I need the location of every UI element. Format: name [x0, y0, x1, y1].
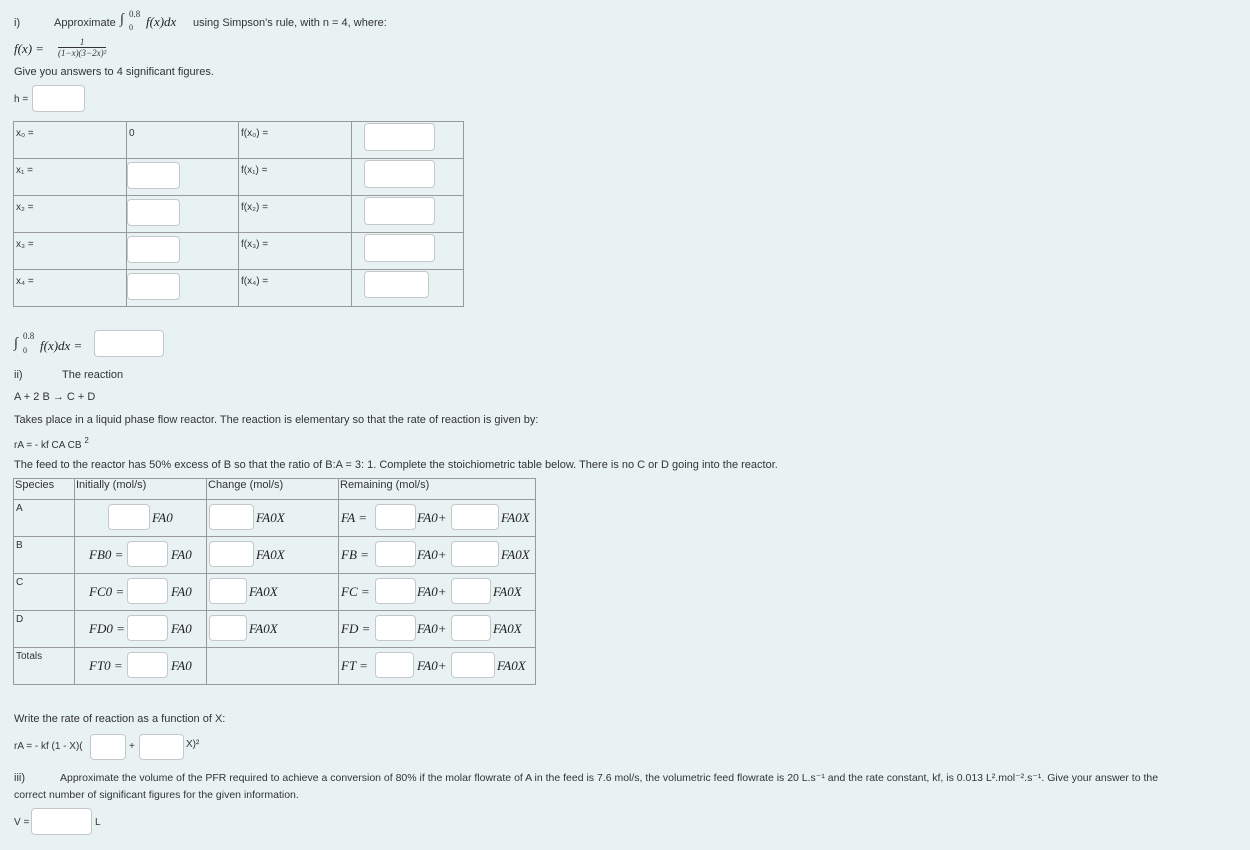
fa0-plus: FA0+ — [417, 547, 447, 562]
a-change-input[interactable] — [209, 504, 254, 530]
header-species: Species — [15, 479, 55, 491]
volume-input[interactable] — [31, 808, 92, 835]
rate-expr-plus: + — [129, 741, 135, 752]
part2-title: The reaction — [62, 369, 124, 381]
init-prefix: FT0 = — [89, 658, 123, 673]
a-remaining-input-1[interactable] — [375, 504, 416, 530]
fa0x-term: FA0X — [256, 510, 285, 525]
f-label: f(x₃) = — [241, 239, 269, 250]
c-change-input[interactable] — [209, 578, 247, 604]
table-row — [14, 537, 536, 574]
species-name: D — [16, 614, 24, 625]
rate-input-1[interactable] — [90, 734, 126, 760]
part3-text-2: correct number of significant figures for the given information. — [14, 789, 299, 801]
reaction-description: Takes place in a liquid phase flow reactor. The reaction is elementary so that the rate of reaction is given by: — [14, 414, 539, 426]
c-initial-input[interactable] — [127, 578, 168, 604]
table-row — [14, 159, 464, 196]
rate-expr-start: rA = - kf (1 - X)( — [14, 741, 83, 752]
c-remaining-input-1[interactable] — [375, 578, 416, 604]
header-initially: Initially (mol/s) — [76, 479, 147, 491]
fa0x-term: FA0X — [256, 547, 285, 562]
stoichiometric-table — [13, 478, 536, 685]
totals-remaining-input-1[interactable] — [375, 652, 414, 678]
x-label: x₀ = — [16, 128, 34, 139]
result-integral-upper: 0.8 — [23, 331, 35, 341]
c-remaining-input-2[interactable] — [451, 578, 491, 604]
volume-unit: L — [95, 817, 101, 828]
function-numerator: 1 — [58, 37, 106, 48]
f-label: f(x₄) = — [241, 276, 269, 287]
result-integral-lower: 0 — [23, 346, 27, 355]
table-row — [14, 233, 464, 270]
init-prefix: FB0 = — [89, 547, 124, 562]
fa0-term: FA0 — [152, 510, 173, 525]
fa0-plus: FA0+ — [417, 510, 447, 525]
part3-label: iii) — [14, 772, 25, 784]
table-header-row — [14, 479, 536, 500]
table-row — [14, 500, 536, 537]
result-integral-sign: ∫ — [14, 336, 18, 351]
part3-text: Approximate the volume of the PFR required to achieve a conversion of 80% if the molar flowrate of A in the feed is 7.6 mol/s, the volumetric feed flowrate is 20 L.s⁻¹ and the rate constant, kf, is 0.013 L².mol⁻².s⁻¹. Give your answer to the — [60, 772, 1159, 784]
fa0x-term: FA0X — [249, 621, 278, 636]
fx1-input[interactable] — [364, 160, 435, 188]
table-row — [14, 574, 536, 611]
remaining-prefix: FC = — [341, 584, 370, 599]
rate-expr-end: X)² — [186, 739, 200, 750]
function-lhs: f(x) = — [14, 41, 45, 56]
fa0-term: FA0 — [171, 658, 192, 673]
x3-input[interactable] — [127, 236, 180, 263]
simpson-table — [13, 121, 464, 307]
fa0x-term: FA0X — [249, 584, 278, 599]
header-remaining: Remaining (mol/s) — [340, 479, 430, 491]
init-prefix: FC0 = — [89, 584, 125, 599]
function-fraction — [58, 37, 106, 58]
integral-lower: 0 — [129, 23, 133, 32]
remaining-prefix: FT = — [341, 658, 368, 673]
rate-input-2[interactable] — [139, 734, 184, 760]
x0-value: 0 — [129, 128, 135, 139]
totals-remaining-input-2[interactable] — [451, 652, 495, 678]
table-row — [14, 196, 464, 233]
part2-label: ii) — [14, 369, 23, 381]
b-remaining-input-2[interactable] — [451, 541, 499, 567]
fa0-plus: FA0+ — [417, 658, 447, 673]
feed-text: The feed to the reactor has 50% excess of B so that the ratio of B:A = 3: 1. Complete the stoichiometric table below. There is no C or D going into the reactor. — [14, 459, 778, 471]
fx2-input[interactable] — [364, 197, 435, 225]
v-label: V = — [14, 817, 30, 828]
function-denominator: (1−x)(3−2x)² — [58, 48, 107, 58]
table-row — [14, 270, 464, 307]
fa0x-term: FA0X — [501, 510, 530, 525]
species-name: B — [16, 540, 23, 551]
header-change: Change (mol/s) — [208, 479, 284, 491]
fa0x-term: FA0X — [497, 658, 526, 673]
integral-sign: ∫ — [120, 12, 124, 27]
b-initial-input[interactable] — [127, 541, 168, 567]
fa0x-term: FA0X — [493, 584, 522, 599]
fa0x-term: FA0X — [501, 547, 530, 562]
table-row — [14, 648, 536, 685]
integrand: f(x)dx — [146, 14, 177, 29]
a-remaining-input-2[interactable] — [451, 504, 499, 530]
species-name: A — [16, 503, 23, 514]
fa0-term: FA0 — [171, 547, 192, 562]
b-remaining-input-1[interactable] — [375, 541, 416, 567]
species-name: Totals — [16, 651, 43, 662]
result-label: f(x)dx = — [40, 338, 83, 353]
fx4-input[interactable] — [364, 271, 429, 298]
f-label: f(x₀) = — [241, 128, 269, 139]
fa0-plus: FA0+ — [417, 621, 447, 636]
init-prefix: FD0 = — [89, 621, 125, 636]
x-label: x₁ = — [16, 165, 33, 176]
totals-initial-input[interactable] — [127, 652, 168, 678]
x-label: x₄ = — [16, 276, 34, 287]
d-change-input[interactable] — [209, 615, 247, 641]
a-initial-input[interactable] — [108, 504, 150, 530]
integral-result-input[interactable] — [94, 330, 164, 357]
fa0-plus: FA0+ — [417, 584, 447, 599]
x1-input[interactable] — [127, 162, 180, 189]
x4-input[interactable] — [127, 273, 180, 300]
fa0x-term: FA0X — [493, 621, 522, 636]
rate-law: rA = - kf CA CB $^2$ — [14, 436, 89, 451]
remaining-prefix: FD = — [341, 621, 371, 636]
d-initial-input[interactable] — [127, 615, 168, 641]
instruction-text: Give you answers to 4 significant figures. — [14, 66, 214, 78]
reaction-equation: A + 2 B → C + D — [14, 391, 96, 403]
h-label: h = — [14, 94, 29, 105]
table-row — [14, 611, 536, 648]
integral-upper: 0.8 — [129, 9, 141, 19]
part1-intro: Approximate — [54, 17, 116, 29]
fa0-term: FA0 — [171, 584, 192, 599]
remaining-prefix: FA = — [341, 510, 367, 525]
fa0-term: FA0 — [171, 621, 192, 636]
f-label: f(x₂) = — [241, 202, 268, 213]
table-row — [14, 122, 464, 159]
x-label: x₃ = — [16, 239, 34, 250]
h-input[interactable] — [32, 85, 85, 112]
rate-question: Write the rate of reaction as a function of X: — [14, 713, 226, 725]
x-label: x₂ = — [16, 202, 34, 213]
part1-suffix: using Simpson's rule, with n = 4, where: — [193, 17, 387, 29]
x2-input[interactable] — [127, 199, 180, 226]
fx3-input[interactable] — [364, 234, 435, 262]
b-change-input[interactable] — [209, 541, 254, 567]
remaining-prefix: FB = — [341, 547, 369, 562]
d-remaining-input-1[interactable] — [375, 615, 416, 641]
fx0-input[interactable] — [364, 123, 435, 151]
d-remaining-input-2[interactable] — [451, 615, 491, 641]
part1-label: i) — [14, 17, 21, 29]
f-label: f(x₁) = — [241, 165, 268, 176]
species-name: C — [16, 577, 24, 588]
